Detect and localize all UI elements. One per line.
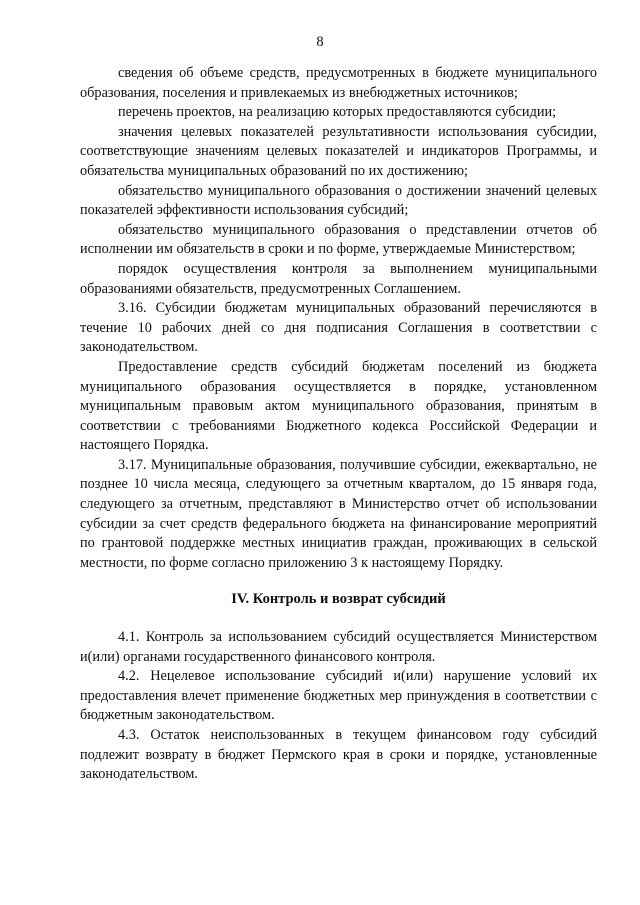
paragraph-4-3: 4.3. Остаток неиспользованных в текущем финансовом году субсидий подлежит возврату в бюджет Пермского края в сроки и порядке, установленные законодательством. (80, 727, 597, 783)
paragraph-target-indicators: значения целевых показателей результативности использования субсидии, соответствующие значениям целевых показателей и индикаторов Программы, и обязательства муниципальных образований по их достижению; (80, 123, 597, 179)
document-body (80, 64, 597, 785)
paragraph-project-list: перечень проектов, на реализацию которых предоставляются субсидии; (118, 104, 557, 121)
paragraph-reporting-obligation: обязательство муниципального образования о представлении отчетов об исполнении им обязательств в сроки и по форме, утверждаемые Министерством; (80, 221, 597, 258)
paragraph-3-17: 3.17. Муниципальные образования, получившие субсидии, ежеквартально, не позднее 10 числа месяца, следующего за отчетным кварталом, до 15 января года, следующего за отчетным, представляют в Министерство отчет об использовании субсидии за счет средств федерального бюджета на финансирование мероприятий по грантовой поддержке местных инициатив граждан, проживающих в сельской местности, по форме согласно приложению 3 к настоящему Порядку. (80, 456, 597, 571)
paragraph-4-1: 4.1. Контроль за использованием субсидий осуществляется Министерством и(или) органами государственного финансового контроля. (80, 629, 597, 665)
page-number: 8 (316, 34, 324, 50)
paragraph-4-2: 4.2. Нецелевое использование субсидий и(или) нарушение условий их предоставления влечет применение бюджетных мер принуждения в соответствии с бюджетным законодательством. (80, 668, 597, 724)
paragraph-control-procedure: порядок осуществления контроля за выполнением муниципальными образованиями обязательств, предусмотренных Соглашением. (80, 260, 597, 297)
section-title: IV. Контроль и возврат субсидий (231, 591, 446, 608)
paragraph-efficiency-obligation: обязательство муниципального образования о достижении значений целевых показателей эффективности использования субсидий; (80, 182, 597, 219)
paragraph-budget-info: сведения об объеме средств, предусмотренных в бюджете муниципального образования, поселения и привлекаемых из внебюджетных источников; (80, 65, 597, 101)
paragraph-settlement-subsidies: Предоставление средств субсидий бюджетам поселений из бюджета муниципального образования осуществляется в порядке, установленном муниципальным правовым актом муниципального образования, принятым в соответствии с требованиями Бюджетного кодекса Российской Федерации и настоящего Порядка. (80, 358, 597, 454)
paragraph-3-16: 3.16. Субсидии бюджетам муниципальных образований перечисляются в течение 10 рабочих дней со дня подписания Соглашения в соответствии с законодательством. (80, 300, 597, 356)
